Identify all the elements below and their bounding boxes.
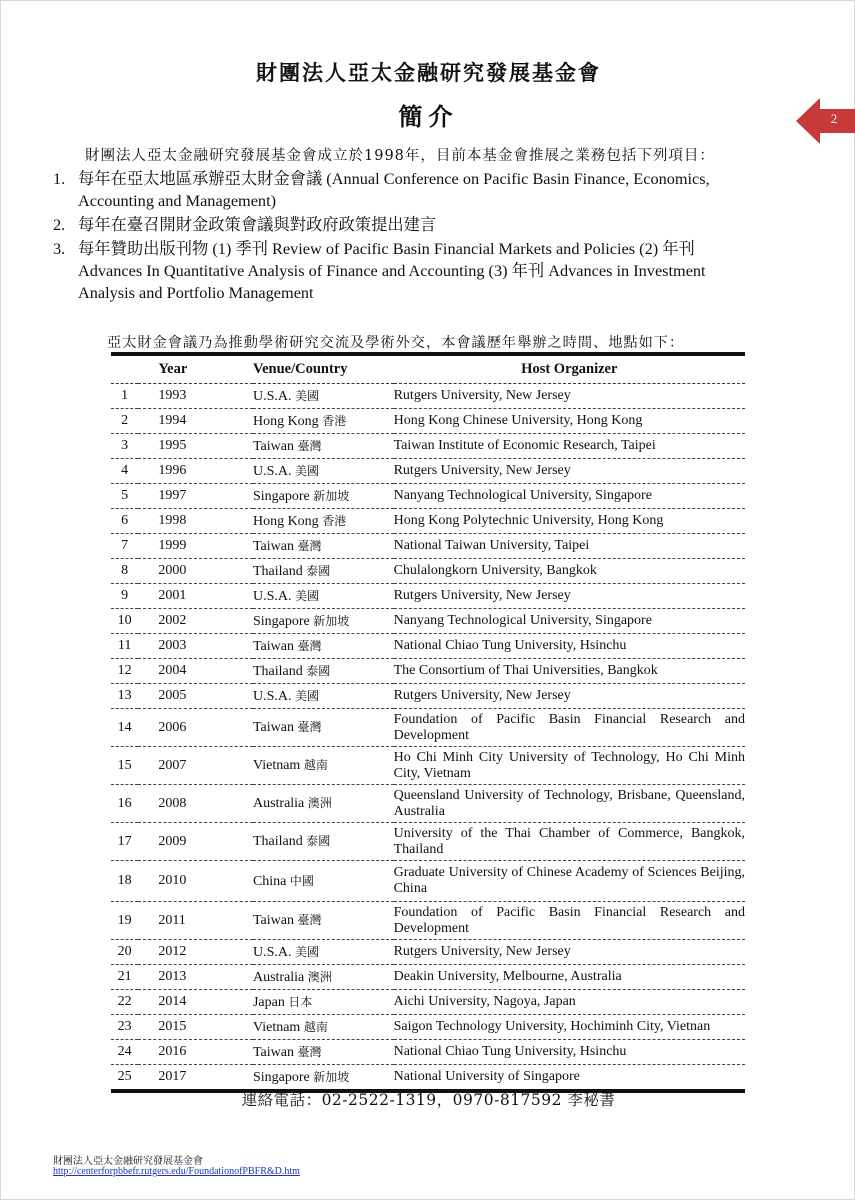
footer-organization: 財團法人亞太金融研究發展基金會 — [53, 1156, 203, 1167]
row-venue — [253, 1040, 394, 1065]
row-number: 22 — [111, 990, 138, 1015]
venue-english: Taiwan — [252, 913, 294, 928]
row-number: 2 — [111, 409, 138, 434]
table-intro: 亞太財金會議乃為推動學術研究交流及學術外交，本會議歷年舉辦之時間、地點如下： — [107, 335, 685, 351]
table-row — [111, 965, 745, 990]
list-item-text: 每年在臺召開財金政策會議與對政府政策提出建言 — [78, 215, 437, 234]
row-number: 15 — [111, 747, 138, 785]
row-venue — [253, 940, 394, 965]
row-host: Rutgers University, New Jersey — [394, 684, 745, 709]
row-year: 1999 — [138, 534, 253, 559]
intro-paragraph: 財團法人亞太金融研究發展基金會成立於1998年，目前本基金會推展之業務包括下列項目： — [85, 148, 715, 164]
venue-chinese: 越南 — [303, 1019, 328, 1034]
venue-chinese: 泰國 — [306, 834, 331, 848]
row-year: 1993 — [138, 384, 253, 409]
venue-chinese: 新加坡 — [313, 488, 350, 503]
venue-chinese: 澳洲 — [307, 969, 332, 984]
row-number: 13 — [111, 684, 138, 709]
row-venue — [253, 902, 394, 940]
row-venue — [253, 1015, 394, 1040]
page-number: 2 — [830, 111, 838, 126]
venue-chinese: 美國 — [294, 588, 319, 603]
table-row — [111, 484, 745, 509]
contact-info: 連絡電話：02-2522-1319，0970-817592 李秘書 — [241, 1091, 616, 1109]
row-number: 6 — [111, 509, 138, 534]
activities-list — [53, 168, 758, 306]
row-host: Foundation of Pacific Basin Financial Research and Development — [394, 902, 745, 940]
table-row — [111, 861, 745, 902]
row-number: 19 — [111, 902, 138, 940]
venue-english: Vietnam — [252, 1019, 301, 1035]
row-number: 5 — [111, 484, 138, 509]
venue-english: U.S.A. — [252, 463, 292, 479]
row-year: 2009 — [138, 823, 253, 861]
table-row — [111, 747, 745, 785]
list-item-text: 每年贊助出版刊物 (1) 季刊 Review of Pacific Basin Financial Markets and Policies (2) 年刊 Advances In Quantitative Analysis of Finance and Accounting (3) 年刊 Advances in Investment Analysis and Portfolio Management — [78, 239, 706, 302]
row-number: 10 — [111, 609, 138, 634]
venue-chinese: 日本 — [288, 994, 313, 1009]
table-row — [111, 1040, 745, 1065]
list-item-number: 1. — [53, 169, 66, 188]
row-host: Hong Kong Polytechnic University, Hong Kong — [394, 509, 745, 534]
venue-chinese: 臺灣 — [297, 720, 322, 734]
row-year: 2011 — [138, 902, 253, 940]
venue-chinese: 新加坡 — [313, 1069, 350, 1084]
venue-english: Taiwan — [252, 638, 294, 654]
row-year: 2008 — [138, 785, 253, 823]
table-row — [111, 559, 745, 584]
venue-english: Singapore — [252, 1069, 310, 1085]
row-host: Aichi University, Nagoya, Japan — [394, 990, 745, 1015]
row-host: Nanyang Technological University, Singapore — [394, 609, 745, 634]
row-host: University of the Thai Chamber of Commerce, Bangkok, Thailand — [394, 823, 745, 861]
row-venue — [253, 823, 394, 861]
venue-chinese: 美國 — [294, 944, 319, 959]
table-body — [111, 384, 745, 1092]
row-number: 3 — [111, 434, 138, 459]
row-host: Chulalongkorn University, Bangkok — [394, 559, 745, 584]
row-number: 11 — [111, 634, 138, 659]
column-header-host: Host Organizer — [394, 354, 745, 384]
table-row — [111, 709, 745, 747]
list-item — [53, 214, 758, 236]
venue-chinese: 越南 — [303, 758, 328, 772]
row-year: 2015 — [138, 1015, 253, 1040]
venue-english: Australia — [252, 796, 305, 811]
page-nav-arrow[interactable] — [796, 98, 855, 144]
row-year: 2002 — [138, 609, 253, 634]
venue-chinese: 臺灣 — [297, 1044, 322, 1059]
row-host: Rutgers University, New Jersey — [394, 584, 745, 609]
list-item — [53, 238, 758, 304]
table-row — [111, 434, 745, 459]
list-item-text: 每年在亞太地區承辦亞太財金會議 (Annual Conference on Pacific Basin Finance, Economics, Accounting and Management) — [78, 169, 710, 210]
table-row — [111, 584, 745, 609]
venue-chinese: 新加坡 — [313, 613, 350, 628]
conference-table — [111, 352, 745, 1093]
table-row — [111, 902, 745, 940]
page-subtitle: 簡介 — [398, 102, 459, 131]
row-venue — [253, 484, 394, 509]
venue-chinese: 美國 — [294, 688, 319, 703]
row-year: 2010 — [138, 861, 253, 902]
row-year: 1996 — [138, 459, 253, 484]
row-year: 1994 — [138, 409, 253, 434]
row-host: Nanyang Technological University, Singapore — [394, 484, 745, 509]
venue-chinese: 香港 — [322, 513, 347, 528]
venue-english: Japan — [252, 994, 285, 1010]
venue-english: U.S.A. — [252, 944, 292, 960]
venue-english: Vietnam — [252, 758, 301, 773]
row-number: 7 — [111, 534, 138, 559]
row-host: Rutgers University, New Jersey — [394, 459, 745, 484]
venue-english: Thailand — [252, 563, 303, 579]
row-venue — [253, 509, 394, 534]
column-header-venue: Venue/Country — [253, 354, 394, 384]
row-host: Taiwan Institute of Economic Research, Taipei — [394, 434, 745, 459]
row-year: 1995 — [138, 434, 253, 459]
row-number: 18 — [111, 861, 138, 902]
table-row — [111, 940, 745, 965]
row-venue — [253, 534, 394, 559]
row-number: 1 — [111, 384, 138, 409]
venue-chinese: 美國 — [294, 388, 319, 403]
row-number: 25 — [117, 1069, 132, 1084]
row-host: Hong Kong Chinese University, Hong Kong — [394, 409, 745, 434]
venue-english: Singapore — [252, 613, 310, 629]
row-number: 4 — [111, 459, 138, 484]
venue-chinese: 臺灣 — [297, 638, 322, 653]
row-host: National University of Singapore — [393, 1069, 580, 1084]
row-number: 20 — [111, 940, 138, 965]
row-host: The Consortium of Thai Universities, Bangkok — [394, 659, 745, 684]
row-year: 2003 — [138, 634, 253, 659]
row-year: 2013 — [138, 965, 253, 990]
venue-english: Singapore — [252, 488, 310, 504]
row-venue — [253, 634, 394, 659]
row-year: 2001 — [138, 584, 253, 609]
row-venue — [253, 861, 394, 902]
table-row — [111, 534, 745, 559]
venue-chinese: 泰國 — [306, 663, 331, 678]
venue-chinese: 香港 — [322, 413, 347, 428]
table-row — [111, 509, 745, 534]
table-row — [111, 1015, 745, 1040]
table-row — [111, 609, 745, 634]
row-number: 23 — [111, 1015, 138, 1040]
venue-english: Hong Kong — [252, 413, 319, 429]
row-venue — [253, 990, 394, 1015]
venue-chinese: 中國 — [289, 873, 314, 888]
row-host: Graduate University of Chinese Academy of Sciences Beijing, China — [394, 861, 745, 902]
venue-english: U.S.A. — [252, 688, 292, 704]
table-row — [111, 384, 745, 409]
row-year: 2006 — [138, 709, 253, 747]
table-row — [111, 659, 745, 684]
row-year: 2000 — [138, 559, 253, 584]
row-number: 21 — [111, 965, 138, 990]
venue-english: Australia — [252, 969, 305, 985]
venue-chinese: 臺灣 — [297, 538, 322, 553]
venue-english: Taiwan — [252, 720, 294, 735]
table-row — [111, 990, 745, 1015]
row-host: Foundation of Pacific Basin Financial Research and Development — [394, 709, 745, 747]
row-year: 2012 — [138, 940, 253, 965]
venue-chinese: 臺灣 — [297, 913, 322, 927]
page-title: 財團法人亞太金融研究發展基金會 — [256, 60, 601, 85]
row-venue — [253, 384, 394, 409]
venue-english: Taiwan — [252, 538, 294, 554]
list-item — [53, 168, 758, 212]
venue-english: Taiwan — [252, 1044, 294, 1060]
row-number: 24 — [111, 1040, 138, 1065]
venue-english: Hong Kong — [252, 513, 319, 529]
venue-chinese: 美國 — [294, 463, 319, 478]
venue-english: U.S.A. — [252, 388, 292, 404]
venue-english: Thailand — [252, 663, 303, 679]
list-item-number: 3. — [53, 239, 66, 258]
row-number: 8 — [111, 559, 138, 584]
row-venue — [253, 409, 394, 434]
row-host: Queensland University of Technology, Brisbane, Queensland, Australia — [394, 785, 745, 823]
row-number: 12 — [111, 659, 138, 684]
list-item-number: 2. — [53, 215, 66, 234]
row-venue — [253, 684, 394, 709]
row-number: 14 — [111, 709, 138, 747]
venue-chinese: 臺灣 — [297, 438, 322, 453]
row-host: Rutgers University, New Jersey — [394, 940, 745, 965]
venue-english: China — [252, 873, 287, 889]
row-venue — [253, 559, 394, 584]
table-row — [111, 785, 745, 823]
row-host: National Taiwan University, Taipei — [394, 534, 745, 559]
row-host: National Chiao Tung University, Hsinchu — [394, 1040, 745, 1065]
venue-chinese: 泰國 — [306, 563, 331, 578]
row-host: Deakin University, Melbourne, Australia — [394, 965, 745, 990]
row-number: 17 — [111, 823, 138, 861]
venue-english: Thailand — [252, 834, 303, 849]
row-venue — [253, 584, 394, 609]
row-host: Rutgers University, New Jersey — [394, 384, 745, 409]
row-venue — [253, 709, 394, 747]
table-row — [111, 409, 745, 434]
venue-chinese: 澳洲 — [307, 796, 332, 810]
row-venue — [253, 609, 394, 634]
row-year: 2017 — [158, 1069, 187, 1084]
row-year: 1998 — [138, 509, 253, 534]
row-number: 9 — [111, 584, 138, 609]
table-row — [111, 634, 745, 659]
column-header-year: Year — [138, 354, 253, 384]
venue-english: Taiwan — [252, 438, 294, 454]
column-header-number — [111, 354, 138, 384]
table-row — [111, 823, 745, 861]
row-host: Ho Chi Minh City University of Technology, Ho Chi Minh City, Vietnam — [394, 747, 745, 785]
row-number: 16 — [111, 785, 138, 823]
row-venue — [253, 785, 394, 823]
row-host: Saigon Technology University, Hochiminh City, Vietnan — [394, 1015, 745, 1040]
table-header-row — [111, 354, 745, 384]
row-year: 2007 — [138, 747, 253, 785]
row-venue — [253, 459, 394, 484]
venue-english: U.S.A. — [252, 588, 292, 604]
row-year: 1997 — [138, 484, 253, 509]
row-year: 2004 — [138, 659, 253, 684]
row-venue — [253, 965, 394, 990]
row-year: 2005 — [138, 684, 253, 709]
row-year: 2016 — [138, 1040, 253, 1065]
row-venue — [253, 659, 394, 684]
row-host: National Chiao Tung University, Hsinchu — [394, 634, 745, 659]
row-venue — [253, 434, 394, 459]
table-row — [111, 459, 745, 484]
table-row — [111, 684, 745, 709]
row-year: 2014 — [138, 990, 253, 1015]
footer-link[interactable]: http://centerforpbbefr.rutgers.edu/FoundationofPBFR&D.htm — [53, 1166, 300, 1177]
row-venue — [253, 747, 394, 785]
